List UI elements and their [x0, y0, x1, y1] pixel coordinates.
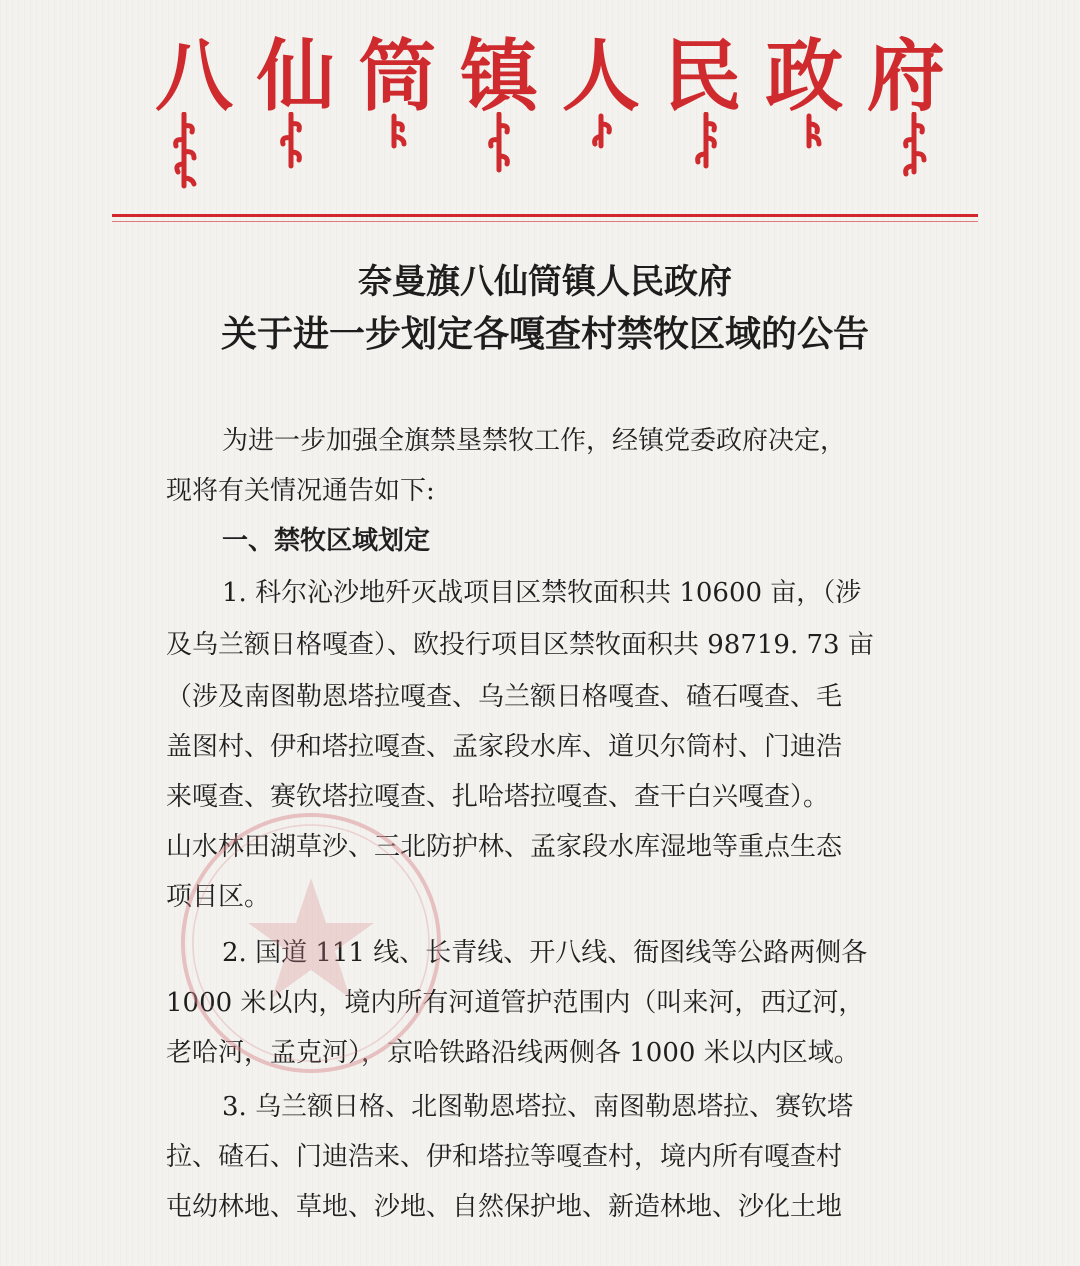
intro-line: 现将有关情况通告如下: [166, 476, 435, 506]
notice-title-line2: 关于进一步划定各嘎查村禁牧区域的公告 [220, 313, 869, 355]
letterhead-char: 民 [663, 31, 742, 122]
letterhead-char: 仙 [256, 31, 335, 122]
intro-line: 为进一步加强全旗禁垦禁牧工作，经镇党委政府决定， [222, 426, 847, 456]
item1-line: 山水林田湖草沙、三北防护林、孟家段水库湿地等重点生态 [166, 832, 843, 862]
mongolian-word-icon [900, 112, 930, 178]
mongolian-word-icon [170, 112, 200, 192]
mongolian-script-icon [170, 112, 930, 192]
letterhead-char: 府 [866, 31, 945, 122]
letterhead-divider-thin [112, 221, 978, 222]
section-heading: 一、禁牧区域划定 [222, 526, 431, 556]
item3-line: 3. 乌兰额日格、北图勒恩塔拉、南图勒恩塔拉、赛钦塔 [222, 1092, 854, 1122]
mongolian-word-icon [485, 112, 515, 176]
item1-line: 项目区。 [166, 882, 271, 912]
letterhead-char: 筒 [358, 31, 437, 122]
mongolian-word-icon [591, 112, 615, 152]
item1-line: 盖图村、伊和塔拉嘎查、孟家段水库、道贝尔筒村、门迪浩 [166, 732, 843, 762]
mongolian-word-icon [277, 112, 307, 172]
mongolian-word-icon [799, 112, 823, 152]
letterhead-char: 镇 [460, 31, 539, 122]
item1-line: （涉及南图勒恩塔拉嘎查、乌兰额日格嘎查、碴石嘎查、毛 [166, 682, 843, 712]
mongolian-word-icon [692, 112, 722, 172]
item2-line: 2. 国道 111 线、长青线、开八线、衙图线等公路两侧各 [222, 938, 868, 968]
item2-line: 老哈河，孟克河），京哈铁路沿线两侧各 1000 米以内区域。 [166, 1038, 860, 1068]
letterhead-char: 政 [765, 31, 844, 122]
letterhead-char: 八 [155, 31, 234, 122]
letterhead-title [155, 32, 945, 122]
mongolian-word-icon [384, 112, 408, 152]
item3-line: 拉、碴石、门迪浩来、伊和塔拉等嘎查村，境内所有嘎查村 [166, 1142, 843, 1172]
notice-title-line1: 奈曼旗八仙筒镇人民政府 [358, 262, 732, 302]
item1-line: 及乌兰额日格嘎查）、欧投行项目区禁牧面积共 98719. 73 亩 [166, 630, 874, 660]
item2-line: 1000 米以内，境内所有河道管护范围内（叫来河，西辽河， [166, 988, 865, 1018]
item3-line: 屯幼林地、草地、沙地、自然保护地、新造林地、沙化土地 [166, 1192, 843, 1222]
letterhead-char: 人 [561, 31, 640, 122]
letterhead-divider [112, 214, 978, 217]
item1-line: 来嘎查、赛钦塔拉嘎查、扎哈塔拉嘎查、查干白兴嘎查）。 [166, 782, 830, 812]
item1-line: 1. 科尔沁沙地歼灭战项目区禁牧面积共 10600 亩，（涉 [222, 578, 862, 608]
